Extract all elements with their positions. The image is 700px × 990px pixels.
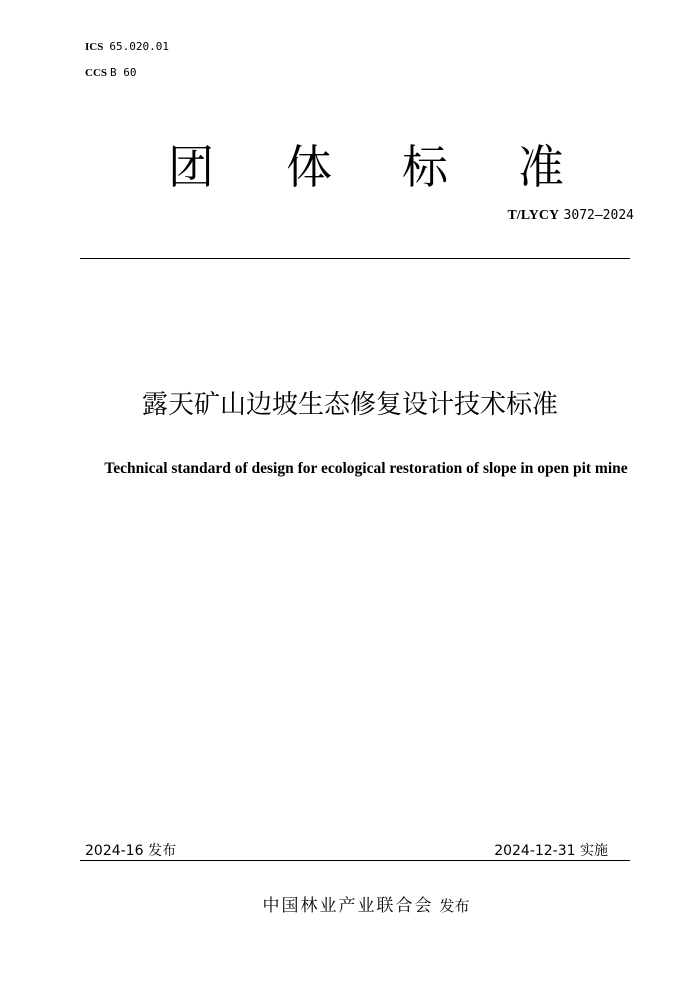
footer-divider [80, 860, 630, 861]
ics-label: ICS [85, 41, 104, 53]
standard-type-heading [168, 140, 568, 194]
publisher-suffix: 发布 [439, 897, 470, 915]
ccs-code: B 60 [110, 66, 137, 79]
ccs-label: CCS [85, 67, 108, 79]
ccs-classification [85, 66, 137, 80]
title-chinese: 露天矿山边坡生态修复设计技术标准 [141, 390, 558, 420]
ics-code: 65.020.01 [109, 40, 169, 53]
standard-type-char: 体 [286, 140, 332, 194]
standard-type-char: 标 [402, 140, 448, 194]
standard-number-prefix: T/LYCY [507, 208, 560, 223]
publisher [0, 895, 700, 917]
standard-type-char: 团 [168, 140, 214, 194]
publisher-organization: 中国林业产业联合会 [262, 896, 434, 916]
standard-number [507, 206, 634, 225]
title-english: Technical standard of design for ecological restoration of slope in open pit mine [104, 460, 628, 477]
standard-number-value: 3072—2024 [563, 208, 634, 223]
header-divider [80, 258, 630, 259]
implement-date: 2024-12-31 实施 [494, 843, 608, 859]
standard-type-char: 准 [518, 140, 564, 194]
publish-date: 2024-16 发布 [85, 843, 176, 859]
ics-classification [85, 40, 169, 54]
